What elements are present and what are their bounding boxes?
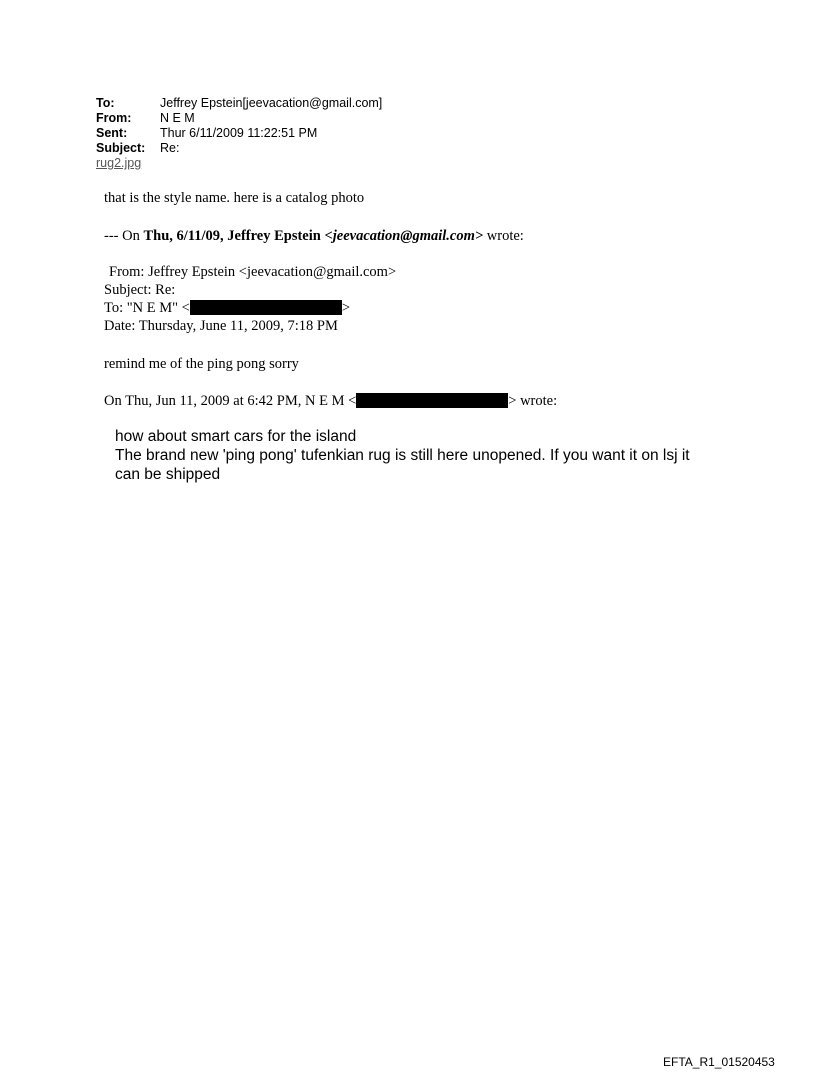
quoted-date: Date: Thursday, June 11, 2009, 7:18 PM — [104, 318, 338, 334]
redaction-box — [356, 393, 508, 408]
on-suffix: > wrote: — [508, 393, 558, 409]
message-line-3: can be shipped — [115, 466, 221, 483]
quote-prefix: --- On — [104, 228, 144, 244]
to-label: To: — [96, 96, 115, 110]
to-value: Jeffrey Epstein[jeevacation@gmail.com] — [160, 96, 383, 110]
message-line-2: The brand new 'ping pong' tufenkian rug is still here unopened. If you want it on lsj it — [115, 447, 690, 464]
from-label: From: — [96, 111, 132, 125]
quoted-to-prefix: To: "N E M" < — [104, 300, 190, 316]
quote-suffix: wrote: — [483, 228, 524, 244]
on-prefix: On Thu, Jun 11, 2009 at 6:42 PM, N E M < — [104, 393, 357, 409]
sent-row — [96, 126, 382, 141]
attachment-link[interactable]: rug2.jpg — [96, 156, 142, 170]
quote-email-link[interactable]: <jeevacation@gmail.com> — [324, 228, 484, 244]
email-header — [96, 96, 382, 171]
to-row — [96, 96, 382, 111]
reply-line: that is the style name. here is a catalog photo — [104, 190, 365, 206]
remind-line: remind me of the ping pong sorry — [104, 356, 299, 372]
on-wrote-line — [104, 393, 557, 410]
document-id: EFTA_R1_01520453 — [663, 1055, 775, 1069]
quote-date: Thu, 6/11/09, Jeffrey Epstein — [143, 228, 325, 244]
quoted-to-suffix: > — [341, 300, 351, 316]
subject-label: Subject: — [96, 141, 146, 155]
subject-value: Re: — [160, 141, 180, 155]
redaction-box — [190, 300, 342, 315]
quote-intro — [104, 228, 524, 245]
from-row — [96, 111, 382, 126]
quoted-from: From: Jeffrey Epstein <jeevacation@gmail.com> — [109, 264, 397, 280]
sent-value: Thur 6/11/2009 11:22:51 PM — [160, 126, 318, 140]
from-value: N E M — [160, 111, 195, 125]
quoted-to — [104, 300, 350, 317]
sent-label: Sent: — [96, 126, 128, 140]
subject-row — [96, 141, 382, 156]
quoted-subject: Subject: Re: — [104, 282, 176, 298]
message-line-1: how about smart cars for the island — [115, 428, 357, 445]
